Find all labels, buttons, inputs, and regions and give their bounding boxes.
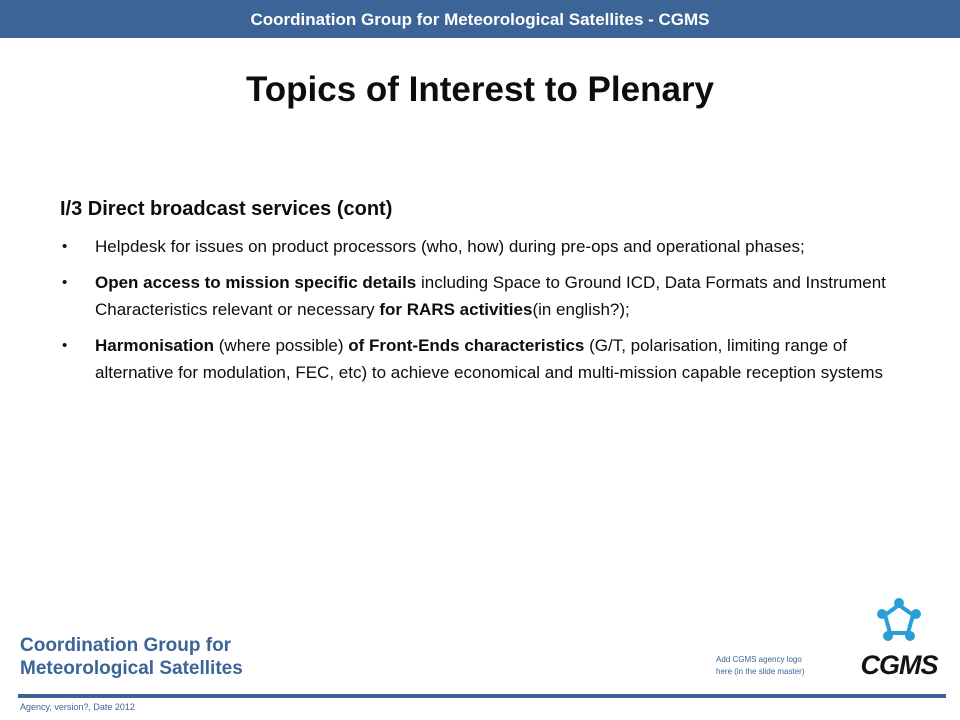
bullet-text: Open access to mission specific details including Space to Ground ICD, Data Formats and Instrument Characteristics relevant or necessary for RARS activities(in english?);: [95, 273, 886, 319]
bullet-icon: •: [62, 238, 68, 255]
bullet-text: Helpdesk for issues on product processors (who, how) during pre-ops and operational phases;: [95, 237, 805, 256]
bullet-item-harmonisation: [60, 332, 910, 386]
logo-placeholder-hint: [716, 654, 836, 678]
bullet-list: [60, 233, 910, 386]
bullet-item-open-access: [60, 269, 910, 323]
footer-divider: [18, 694, 946, 698]
bullet-icon: •: [62, 274, 68, 291]
header-title: Coordination Group for Meteorological Satellites - CGMS: [250, 10, 710, 29]
footer-org-line2: Meteorological Satellites: [20, 658, 243, 679]
slide-title: Topics of Interest to Plenary: [245, 70, 715, 109]
header-bar: [0, 0, 960, 38]
section-subheading: I/3 Direct broadcast services (cont): [60, 198, 393, 220]
footer-org-line1: Coordination Group for: [20, 635, 232, 656]
content-area: [60, 195, 910, 395]
footer-org-name: [20, 634, 243, 680]
bullet-item-helpdesk: [60, 233, 910, 260]
cgms-logo: [853, 596, 945, 686]
footer-agency-version-date: Agency, version?, Date 2012: [20, 702, 135, 712]
logo-hint-line2: here (in the slide master): [716, 667, 805, 676]
cgms-satellite-network-icon: [875, 596, 923, 644]
logo-hint-line1: Add CGMS agency logo: [716, 655, 802, 664]
bullet-text: Harmonisation (where possible) of Front-Ends characteristics (G/T, polarisation, limiting range of alternative for modulation, FEC, etc) to achieve economical and multi-mission capable reception systems: [95, 336, 884, 382]
cgms-wordmark: CGMS: [860, 650, 938, 680]
bullet-icon: •: [62, 337, 68, 354]
